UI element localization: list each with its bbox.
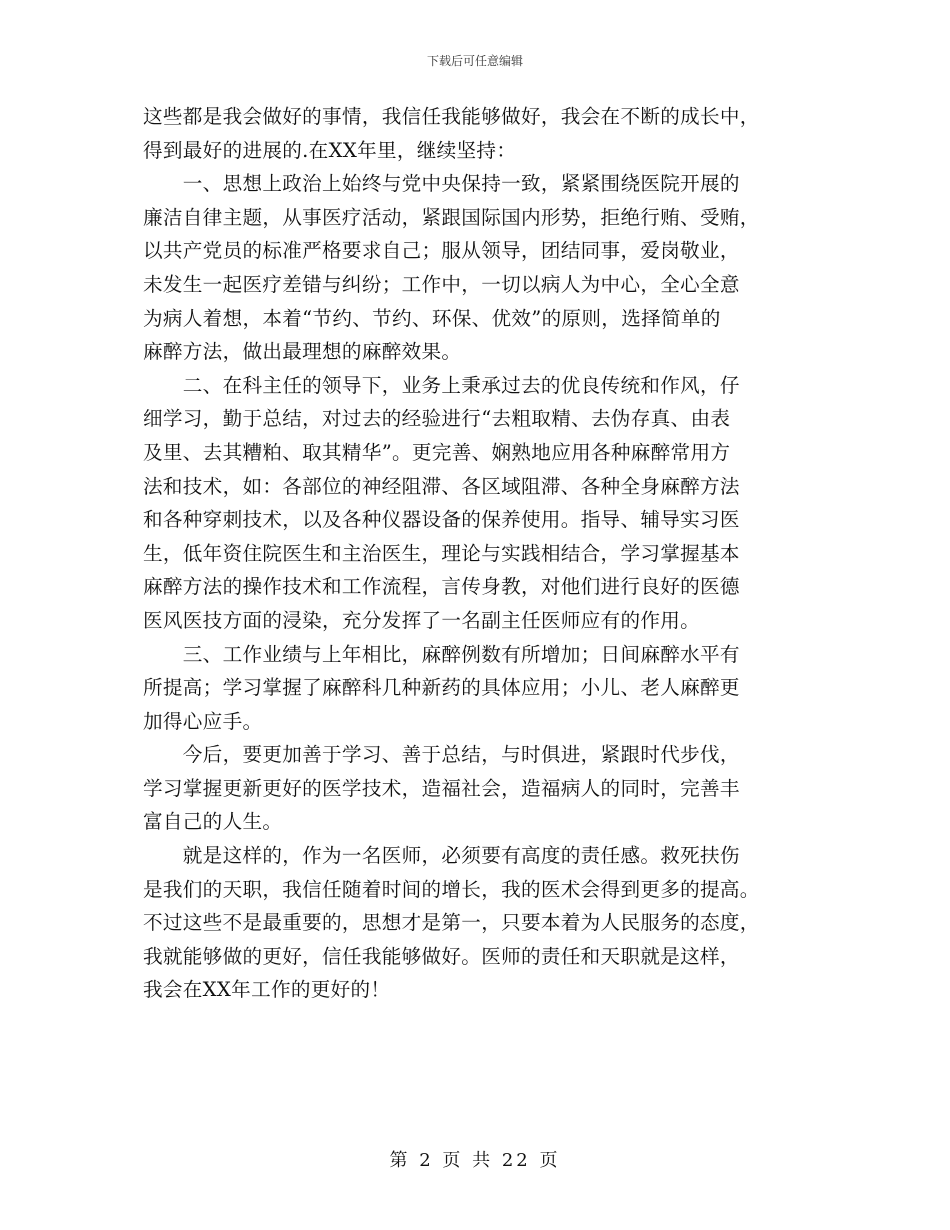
text-line: 麻醉方法的操作技术和工作流程，言传身教，对他们进行良好的医德 — [143, 575, 740, 599]
text-line: 我会在XX年工作的更好的！ — [143, 978, 391, 1002]
text-line: 医风医技方面的浸染，充分发挥了一名副主任医师应有的作用。 — [143, 608, 701, 632]
paragraph-intro — [143, 100, 807, 167]
text-line: 法和技术，如：各部位的神经阻滞、各区域阻滞、各种全身麻醉方法 — [143, 474, 740, 498]
document-body — [143, 100, 807, 1007]
text-line: 加得心应手。 — [143, 709, 263, 733]
text-line: 细学习，勤于总结，对过去的经验进行“去粗取精、去伪存真、由表 — [143, 407, 731, 431]
text-line: 不过这些不是最重要的，思想才是第一，只要本着为人民服务的态度， — [143, 911, 760, 935]
text-line: 是我们的天职，我信任随着时间的增长，我的医术会得到更多的提高。 — [143, 877, 760, 901]
text-line: 生，低年资住院医生和主治医生，理论与实践相结合，学习掌握基本 — [143, 541, 740, 565]
text-line: 所提高；学习掌握了麻醉科几种新药的具体应用；小儿、老人麻醉更 — [143, 676, 740, 700]
paragraph-conclusion — [143, 839, 807, 1007]
text-line: 一、思想上政治上始终与党中央保持一致，紧紧围绕医院开展的 — [143, 172, 740, 196]
text-line: 今后，要更加善于学习、善于总结，与时俱进，紧跟时代步伐， — [143, 743, 740, 767]
paragraph-point-one — [143, 167, 807, 369]
text-line: 及里、去其糟粕、取其精华”。更完善、娴熟地应用各种麻醉常用方 — [143, 440, 731, 464]
text-line: 我就能够做的更好，信任我能够做好。医师的责任和天职就是这样， — [143, 944, 740, 968]
text-line: 学习掌握更新更好的医学技术，造福社会，造福病人的同时，完善丰 — [143, 776, 740, 800]
text-line: 未发生一起医疗差错与纠纷；工作中，一切以病人为中心，全心全意 — [143, 272, 740, 296]
text-line: 富自己的人生。 — [143, 810, 283, 834]
text-line: 二、在科主任的领导下，业务上秉承过去的优良传统和作风，仔 — [143, 373, 740, 397]
text-line: 和各种穿刺技术，以及各种仪器设备的保养使用。指导、辅导实习医 — [143, 508, 740, 532]
page-footer: 第 2 页 共 22 页 — [389, 1150, 561, 1171]
paragraph-point-two — [143, 369, 807, 638]
text-line: 为病人着想，本着“节约、节约、环保、优效”的原则，选择简单的 — [143, 306, 721, 330]
text-line: 这些都是我会做好的事情，我信任我能够做好，我会在不断的成长中， — [143, 105, 760, 128]
paragraph-future — [143, 738, 807, 839]
text-line: 就是这样的，作为一名医师，必须要有高度的责任感。救死扶伤 — [143, 844, 740, 868]
text-line: 得到最好的进展的.在XX年里，继续坚持： — [143, 138, 517, 162]
page-header: 下载后可任意编辑 — [426, 54, 523, 68]
text-line: 三、工作业绩与上年相比，麻醉例数有所增加；日间麻醉水平有 — [143, 642, 740, 666]
paragraph-point-three — [143, 638, 807, 739]
text-line: 廉洁自律主题，从事医疗活动，紧跟国际国内形势，拒绝行贿、受贿， — [143, 205, 760, 229]
text-line: 以共产党员的标准严格要求自己；服从领导，团结同事，爱岗敬业， — [143, 239, 740, 263]
text-line: 麻醉方法，做出最理想的麻醉效果。 — [143, 340, 462, 364]
